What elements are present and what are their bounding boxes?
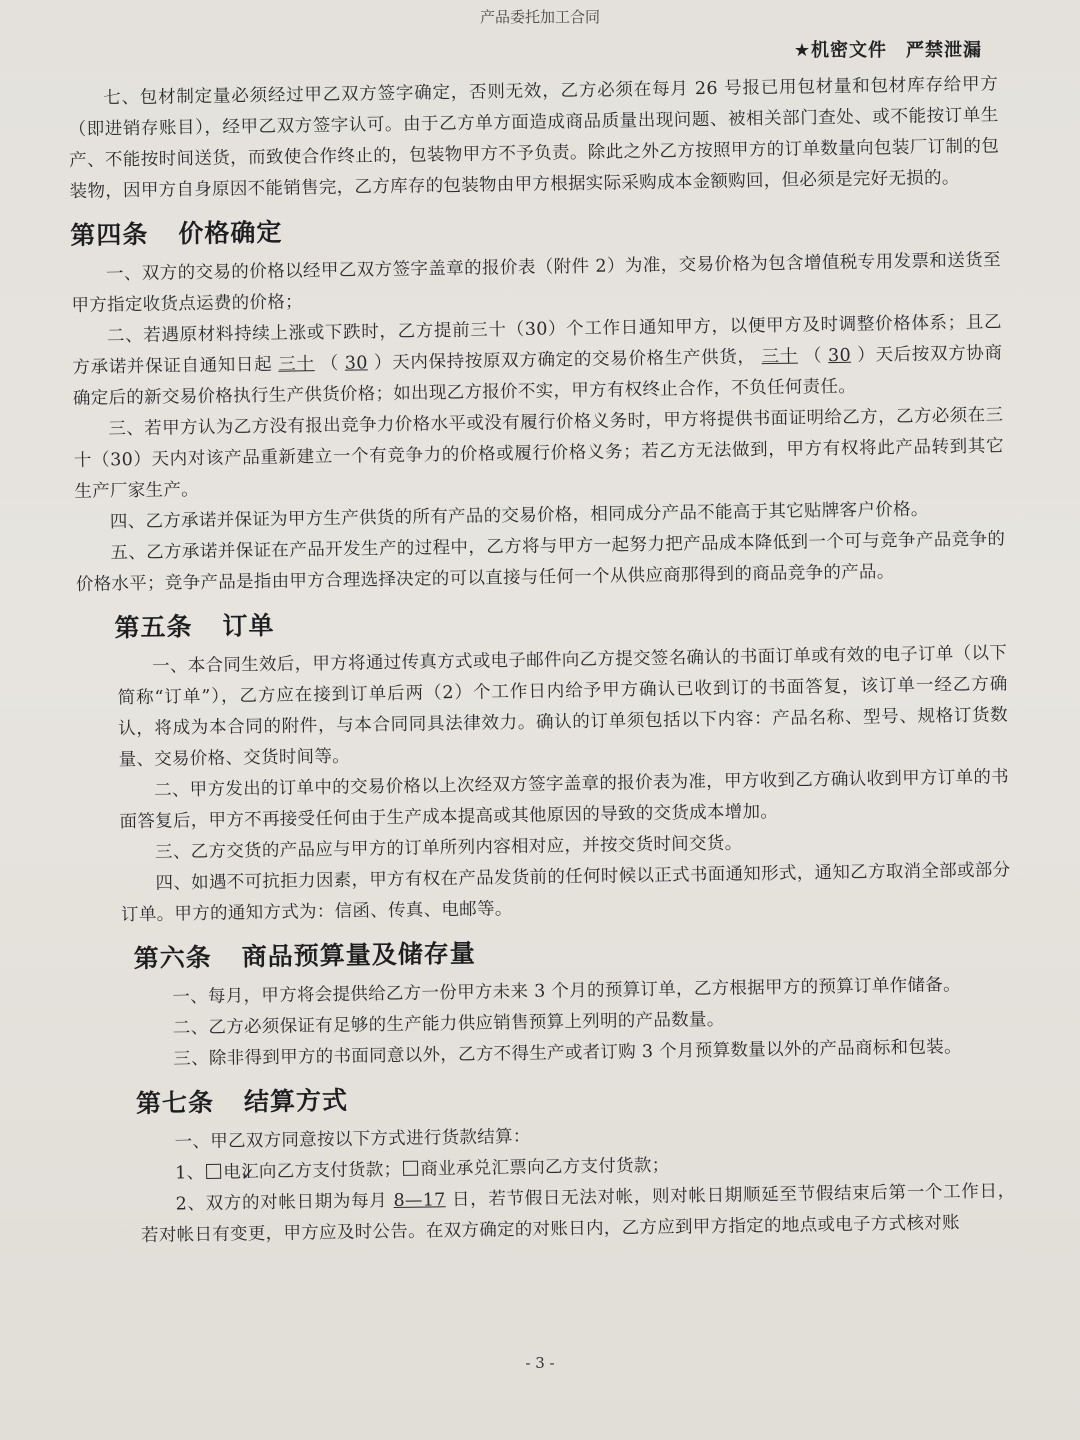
filled-blank: 30 [344,353,368,374]
clause-5-item-1: 一、本合同生效后，甲方将通过传真方式或电子邮件向乙方提交签名确认的书面订单或有效的电子订单（以下简称“订单”），乙方应在接到订单后两（2）个工作日内给予甲方确认已收到订的书面答复，该订单一经乙方确认，将成为本合同的附件，与本合同同具法律效力。确认的订单须包括以下内容：产品名称、型号、规格订货数量、交易价格、交货时间等。 [117,643,1009,771]
filled-blank: 30 [827,345,852,367]
clause-6-item-3: 三、除非得到甲方的书面同意以外，乙方不得生产或者订购 3 个月预算数量以外的产品商标和包装。 [173,1037,962,1070]
clause-4-item-3: 三、若甲方认为乙方没有报出竞争力价格水平或没有履行价格义务时，甲方将提供书面证明给乙方，乙方必须在三十（30）天内对该产品重新建立一个有竞争力的价格或履行价格义务；若乙方无法做到，甲方有权将此产品转到其它生产厂家生产。 [73,405,1004,502]
clause-5-item-3: 三、乙方交货的产品应与甲方的订单所列内容相对应，并按交货时间交货。 [154,833,743,863]
commercial-bill-checkbox [403,1161,418,1176]
clause-3-item-7: 七、包材制定量必须经过甲乙双方签字确定，否则无效，乙方必须在每月 26 号报已用包材量和包材库存给甲方（即进销存账目），经甲乙双方签字认可。由于乙方单方面造成商品质量出现问题、被相关部门查处、或不能按订单生产、不能按时间送货，而致使合作终止的，包装物甲方不予负责。除此之外乙方按照甲方的订单数量向包装厂订制的包装物，因甲方自身原因不能销售完，乙方库存的包装物由甲方根据实际采购成本金额购回，但必须是完好无损的。 [68,74,1000,202]
section-7-title: 结算方式 [243,1085,349,1117]
section-6-title: 商品预算量及储存量 [241,938,476,972]
section-7-number: 第七条 [135,1087,215,1119]
clause-4-item-5: 五、乙方承诺并保证在产品开发生产的过程中，乙方将与甲方一起努力把产品成本降低到一个可与竞争产品竞争的价格水平；竞争产品是指由甲方合理选择决定的可以直接与任何一个从供应商那得到的商品竞争的产品。 [75,529,1006,595]
clause-7-item-2: 2、双方的对帐日期为每月 8—17 日，若节假日无法对帐，则对帐日期顺延至节假结束后第一个工作日，若对帐日有变更，甲方应及时公告。在双方确定的对账日内，乙方应到甲方指定的地点或电子方式核对账 [140,1181,1016,1246]
section-5-number: 第五条 [114,612,193,643]
section-4-title: 价格确定 [178,217,283,249]
clause-6-item-1: 一、每月，甲方将会提供给乙方一份甲方未来 3 个月的预算订单，乙方根据甲方的预算订单作储备。 [172,975,961,1008]
clause-6-item-2: 二、乙方必须保证有足够的生产能力供应销售预算上列明的产品数量。 [172,1009,725,1039]
document-header-title: 产品委托加工合同 [479,8,600,26]
clause-5-item-4: 四、如遇不可抗拒力因素，甲方有权在产品发货前的任何时候以正式书面通知形式，通知乙方取消全部或部分订单。甲方的通知方式为：信函、传真、电邮等。 [120,860,1011,926]
clause-7-item-1: 一、甲乙双方同意按以下方式进行货款结算： [174,1126,531,1153]
page-number: - 3 - [525,1354,555,1372]
clause-7-payment-options: 1、✓ 电汇向乙方支付货款； 商业承兑汇票向乙方支付货款； [140,1145,1015,1190]
section-6-number: 第六条 [133,942,212,974]
confidential-mark: ★机密文件 严禁泄漏 [793,40,982,61]
section-7-body [139,1114,1016,1252]
section-4-number: 第四条 [70,219,149,250]
filled-blank: 8—17 [393,1190,446,1212]
filled-blank: 三十 [761,346,799,368]
section-6-body [137,969,1013,1076]
contract-body [68,69,1016,1252]
clause-4-item-4: 四、乙方承诺并保证为甲方生产供货的所有产品的交易价格，相同成分产品不能高于其它贴牌客户价格。 [109,499,929,533]
wire-transfer-checkbox [206,1164,221,1179]
clause-4-item-1: 一、双方的交易的价格以经甲乙双方签字盖章的报价表（附件 2）为准，交易价格为包含增值税专用发票和送货至甲方指定收货点运费的价格； [71,250,1002,316]
wire-transfer-label: 电汇向乙方支付货款； [223,1159,402,1183]
filled-blank: 三十 [278,354,315,375]
section-4-heading [70,201,1000,252]
clause-4-item-2: 二、若遇原材料持续上涨或下跌时，乙方提前三十（30）个工作日通知甲方，以便甲方及时调整价格体系；且乙方承诺并保证自通知日起 三十 （ 30 ）天内保持按原双方确定的交易价格生产供货， 三十 （ 30 ）天后按双方协商确定后的新交易价格执行生产供货价格；如出现乙方报价不实，甲方有权终止合作，不负任何责任。 [72,312,1003,409]
commercial-bill-label: 商业承兑汇票向乙方支付货款； [420,1155,670,1180]
section-7-heading [136,1070,1014,1120]
section-5-heading [114,594,1006,644]
clause-5-item-2: 二、甲方发出的订单中的交易价格以上次经双方签字盖章的报价表为准，甲方收到乙方确认收到甲方订单的书面答复后，甲方不再接受任何由于生产成本提高或其他原因的导致的交货成本增加。 [119,767,1010,833]
section-6-heading [133,925,1011,975]
section-5-title: 订单 [222,610,275,641]
section-5-body [117,638,1011,931]
